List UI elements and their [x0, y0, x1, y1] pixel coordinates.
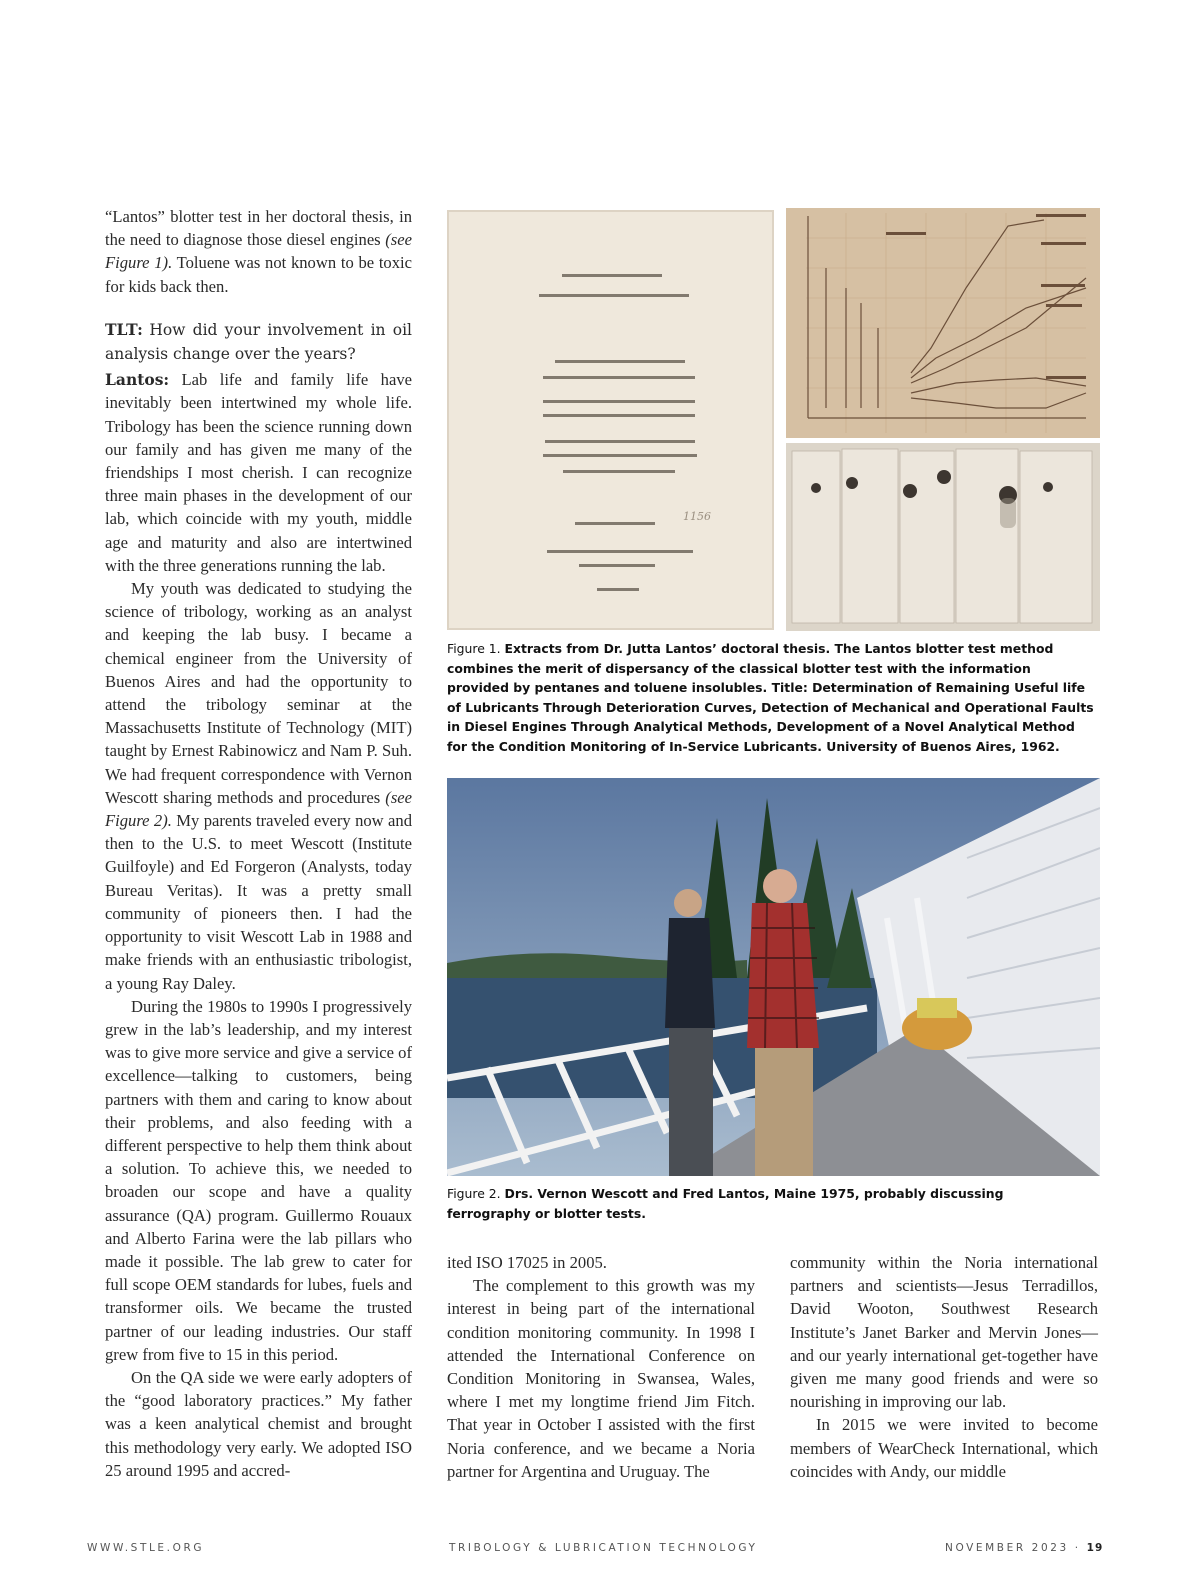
paragraph: My youth was dedicated to studying the science of tribology, working as an analyst and keeping the lab busy. I became a chemical engineer from the University of Buenos Aires and had the opportunity to attend the tribology seminar at the Massachusetts Institute of Technology (MIT) taught by Ernest Rabinowicz and Nam P. Suh. We had frequent correspondence with Vernon Wescott sharing methods and procedures (see Figure 2). My parents traveled every now and then to the U.S. to meet Wescott (Institute Guilfoyle) and Ed Forgeron (Analysts, today Bureau Veritas). It was a pretty small community of pioneers then. I had the opportunity to visit Wescott Lab in 1988 and make friends with an enthusiastic tribologist, a young Ray Daley. [105, 579, 413, 993]
paragraph: In 2015 we were invited to become members of WearCheck International, which coincides with Andy, our middle [790, 1415, 1098, 1481]
caption-text: Drs. Vernon Wescott and Fred Lantos, Maine 1975, probably discussing ferrography or blotter tests. [447, 1186, 1004, 1221]
footer-publication: TRIBOLOGY & LUBRICATION TECHNOLOGY [449, 1542, 758, 1554]
paragraph: community within the Noria international partners and scientists—Jesus Terradillos, David Wooton, Southwest Research Institute’s Janet Barker and Mervin Jones—and our yearly international get-together have given me many good friends and were so nourishing in improving our lab. [790, 1253, 1098, 1412]
page-number: 19 [1086, 1542, 1104, 1554]
figure-label: Figure 2. [447, 1186, 501, 1201]
figure-reference: (see Figure 1). [105, 230, 412, 273]
paragraph: During the 1980s to 1990s I progressively grew in the lab’s leadership, and my interest was to give more service and give a service of excellence—talking to customers, being partners with them and caring to know about their problems, and also feeding with a different perspective to help them think about a solution. To achieve this, we needed to broaden our scope and have a quality assurance (QA) program. Guillermo Rouaux and Alberto Farina were the lab pillars who made it possible. The lab grew to cater for full scope OEM standards for lubes, fuels and transformer oils. We became the trusted partner of our leading industries. Our staff grew from five to 15 in this period. [105, 996, 412, 1364]
figure-1-caption [447, 639, 1097, 756]
paragraph: On the QA side we were early adopters of the “good laboratory practices.” My father was a keen analytical chemist and brought this methodology very early. We adopted ISO 25 around 1995 and accred- [105, 1367, 412, 1480]
speaker-label: Lantos: [105, 370, 170, 390]
caption-text: Extracts from Dr. Jutta Lantos’ doctoral thesis. The Lantos blotter test method combines the merit of dispersancy of the classical blotter test with the information provided by pentanes and toluene insolubles. Title: Determination of Remaining Useful life of Lubricants Through Deterioration Curves, Detection of Mechanical and Operational Faults in Diesel Engines Through Analytical Methods, Development of a Novel Analytical Method for the Condition Monitoring of In-Service Lubricants. University of Buenos Aires, 1962. [447, 641, 1094, 754]
interview-question: TLT: How did your involvement in oil analysis change over the years? [105, 319, 413, 364]
middle-text-column [447, 1251, 755, 1483]
blotter-spots-image [786, 443, 1100, 631]
figure-reference: (see Figure 2). [105, 787, 413, 831]
figure-label: Figure 1. [447, 641, 501, 656]
left-text-column [105, 205, 412, 1482]
paragraph: “Lantos” blotter test in her doctoral thesis, in the need to diagnose those diesel engines (see Figure 1). Toluene was not known to be toxic for kids back then. [105, 207, 412, 296]
interview-answer: Lantos: Lab life and family life have inevitably been intertwined my whole life. Tribology has been the science running down our family and has given me many of the friendships I most cherish. I can recognize three main phases in the development of our lab, which coincide with my youth, middle age and maturity and also are intertwined with the three generations running the lab. [105, 370, 412, 575]
deterioration-curves-image [786, 208, 1100, 438]
footer-issue: NOVEMBER 2023 · 19 [945, 1542, 1104, 1554]
right-text-column [790, 1251, 1098, 1483]
figure-2-caption [447, 1184, 1007, 1223]
paragraph: The complement to this growth was my interest in being part of the international condition monitoring community. In 1998 I attended the International Conference on Condition Monitoring in Swansea, Wales, where I met my longtime friend Jim Fitch. That year in October I assisted with the first Noria conference, and we became a Noria partner for Argentina and Uruguay. The [447, 1276, 755, 1481]
paragraph: ited ISO 17025 in 2005. [447, 1253, 607, 1272]
stamp-number: 1156 [683, 510, 711, 523]
historical-photo [447, 778, 1100, 1176]
thesis-cover-image [447, 210, 774, 630]
speaker-label: TLT: [105, 319, 143, 339]
footer-website: WWW.STLE.ORG [87, 1542, 205, 1554]
